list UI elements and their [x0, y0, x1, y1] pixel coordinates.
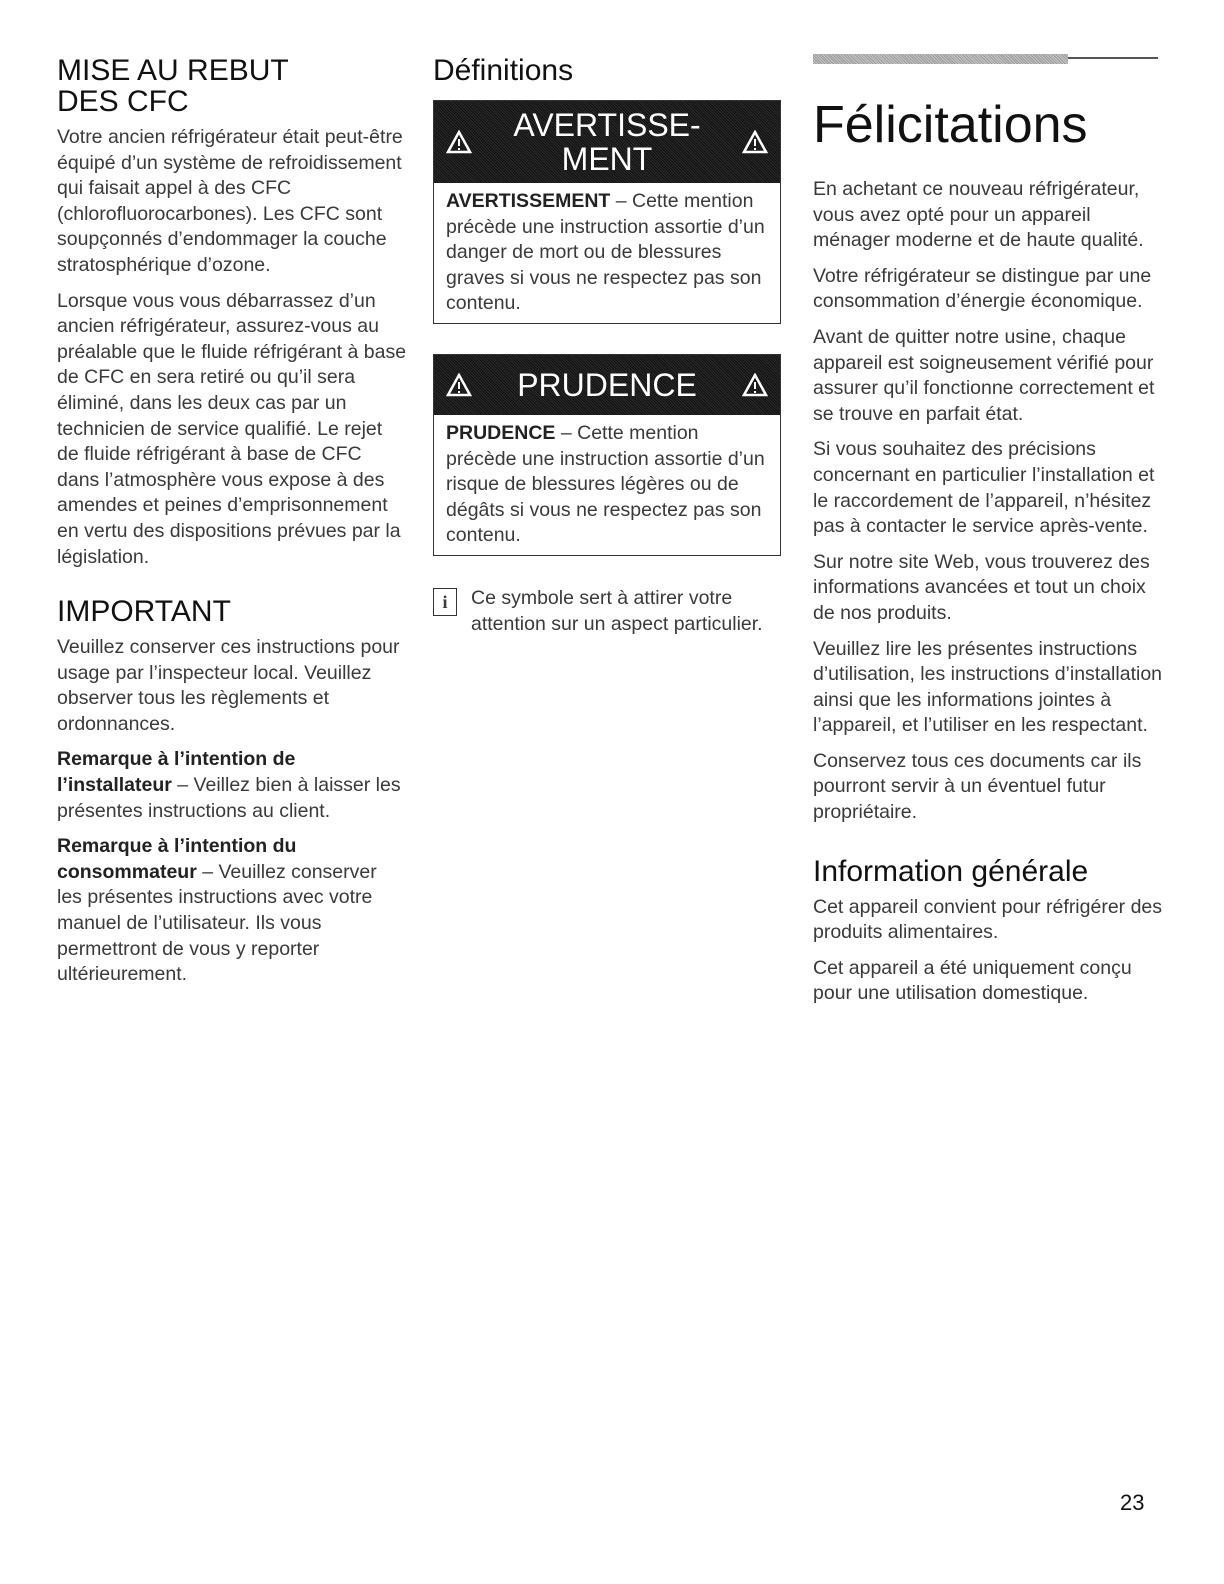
- column-middle: [433, 55, 781, 647]
- installer-note: [57, 747, 407, 824]
- warning-triangle-icon: [742, 130, 768, 154]
- caution-title: PRUDENCE: [517, 366, 697, 403]
- paragraph: Cet appareil convient pour réfrigérer des produits alimentaires.: [813, 895, 1163, 944]
- cfc-paragraph-2: Lorsque vous vous débarrassez d’un ancien réfrigérateur, assurez-vous au préalable que le fluide réfrigérant à base de CFC en sera retiré ou qu’il sera éliminé, dans les deux cas par un technicien de service qualifié. Le rejet de fluide réfrigérant à base de CFC dans l’atmosphère vous expose à des amendes et peines d’emprisonnement en vertu des dispositions prévues par la législation.: [57, 289, 407, 568]
- important-heading: IMPORTANT: [57, 595, 231, 629]
- info-text: Ce symbole sert à attirer votre attention sur un aspect particulier.: [471, 586, 763, 635]
- installer-note-text: – Veillez bien à laisser les présentes instructions au client.: [57, 774, 401, 822]
- general-info-heading: Information générale: [813, 854, 1089, 888]
- consumer-note: [57, 834, 407, 988]
- important-paragraph: Veuillez conserver ces instructions pour usage par l’inspecteur local. Veuillez observer tous les règlements et ordonnances.: [57, 636, 400, 735]
- column-left: [57, 55, 407, 998]
- paragraph: En achetant ce nouveau réfrigérateur, vous avez opté pour un appareil ménager moderne et de haute qualité.: [813, 178, 1144, 252]
- caution-description: – Cette mention précède une instruction assortie d’un risque de blessures légères ou de dégâts si vous ne respectez pas son contenu.: [446, 421, 765, 547]
- cfc-disposal-heading: MISE AU REBUT DES CFC: [57, 54, 289, 118]
- paragraph: Cet appareil a été uniquement conçu pour une utilisation domestique.: [813, 956, 1132, 1005]
- cfc-paragraph-1: Votre ancien réfrigérateur était peut-être équipé d’un système de refroidissement qui faisait appel à des CFC (chlorofluorocarbones). Les CFC sont soupçonnés d’endommager la couche stratosphérique d’ozone.: [57, 126, 403, 276]
- caution-box: [433, 354, 781, 556]
- installer-note-label: Remarque à l’intention de l’installateur: [57, 748, 296, 797]
- page-number: 23: [1120, 1490, 1145, 1515]
- paragraph: Votre réfrigérateur se distingue par une consommation d’énergie économique.: [813, 264, 1152, 313]
- caution-text: [446, 421, 770, 549]
- caution-triangle-icon: [742, 373, 768, 397]
- paragraph: Conservez tous ces documents car ils pourront servir à un éventuel futur propriétaire.: [813, 749, 1142, 824]
- warning-header: [434, 101, 780, 183]
- info-icon: i: [433, 588, 457, 616]
- consumer-note-text: – Veuillez conserver les présentes instructions avec votre manuel de l’utilisateur. Ils vous permettront de vous y reporter ultérieurement.: [57, 860, 377, 986]
- warning-label: AVERTISSEMENT: [446, 190, 611, 212]
- paragraph: Veuillez lire les présentes instructions d’utilisation, les instructions d’installation ainsi que les informations jointes à l’appareil, et l’utiliser en les respectant.: [813, 637, 1163, 737]
- caution-header: [434, 355, 780, 415]
- paragraph: Si vous souhaitez des précisions concernant en particulier l’installation et le raccordement de l’appareil, n’hésitez pas à contacter le service après-vente.: [813, 438, 1155, 538]
- caution-label: PRUDENCE: [446, 421, 556, 444]
- definitions-heading: Définitions: [433, 54, 574, 87]
- info-note: [433, 586, 781, 647]
- paragraph: Avant de quitter notre usine, chaque appareil est soigneusement vérifié pour assurer qu’il fonctionne correctement et se trouve en parfait état.: [813, 325, 1155, 425]
- column-right: [813, 55, 1163, 1017]
- warning-title: AVERTISSE-MENT: [513, 107, 701, 177]
- paragraph: Sur notre site Web, vous trouverez des informations avancées et tout un choix de nos produits.: [813, 550, 1150, 624]
- warning-text: [446, 189, 770, 317]
- congratulations-heading: Félicitations: [813, 96, 1088, 154]
- warning-triangle-icon: [446, 130, 472, 154]
- caution-triangle-icon: [446, 373, 472, 397]
- warning-box: [433, 100, 781, 324]
- consumer-note-label: Remarque à l’intention du consommateur: [57, 835, 297, 883]
- warning-description: – Cette mention précède une instruction assortie d’un danger de mort ou de blessures graves si vous ne respectez pas son contenu.: [446, 190, 765, 315]
